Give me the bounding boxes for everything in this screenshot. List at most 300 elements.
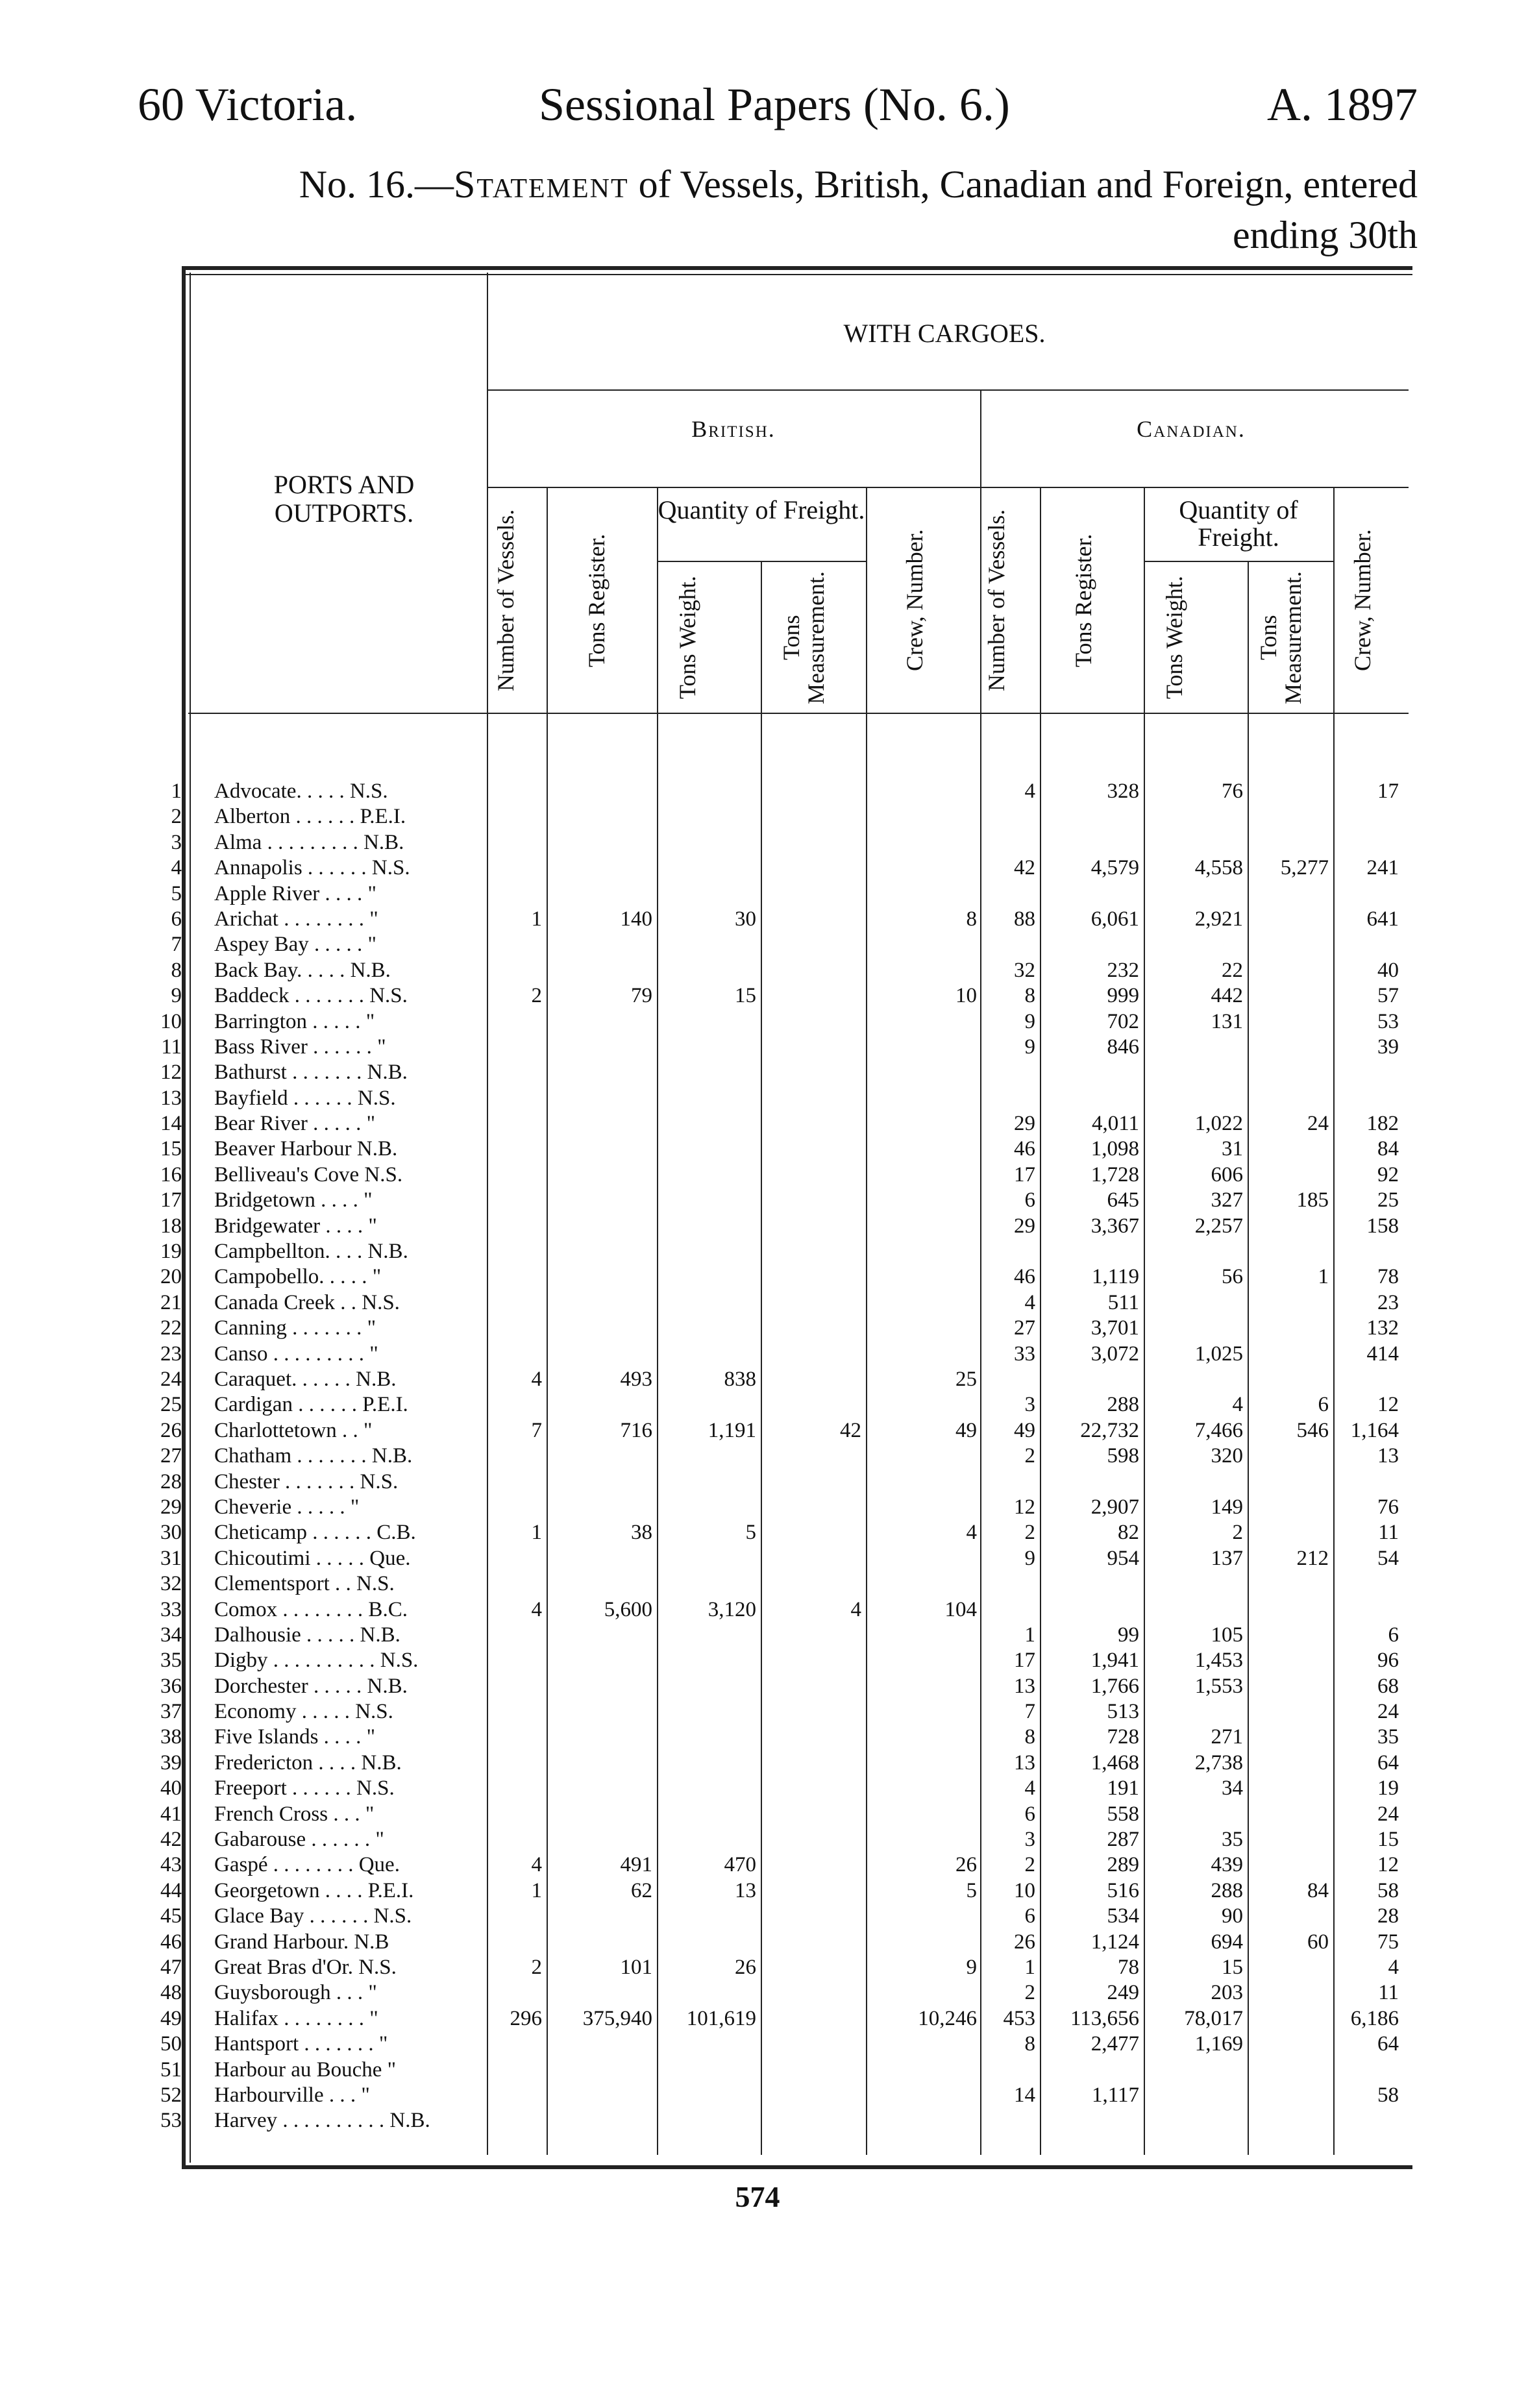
canadian-cell: 9 bbox=[1024, 1035, 1035, 1059]
row-number: 37 bbox=[160, 1700, 182, 1724]
canadian-cell: 6 bbox=[1024, 1802, 1035, 1826]
british-cell: 10,246 bbox=[918, 2006, 977, 2030]
row-number: 2 bbox=[171, 805, 182, 829]
canadian-cell: 182 bbox=[1366, 1112, 1399, 1136]
table-row bbox=[214, 1239, 1402, 1264]
canadian-cell: 78 bbox=[1118, 1955, 1139, 1979]
row-number: 10 bbox=[160, 1009, 182, 1033]
row-number: 43 bbox=[160, 1853, 182, 1877]
canadian-cell: 84 bbox=[1307, 1878, 1329, 1902]
table-row bbox=[214, 1751, 1402, 1776]
british-cell: 101 bbox=[620, 1955, 652, 1979]
canadian-cell: 99 bbox=[1118, 1623, 1139, 1647]
port-name: Bass River . . . . . . " bbox=[214, 1035, 386, 1059]
canadian-cell: 96 bbox=[1377, 1649, 1399, 1673]
british-cell: 296 bbox=[510, 2006, 542, 2030]
canadian-cell: 534 bbox=[1107, 1904, 1139, 1928]
british-cell: 26 bbox=[955, 1853, 977, 1877]
port-name: Gaspé . . . . . . . . Que. bbox=[214, 1853, 400, 1877]
port-name: Bathurst . . . . . . . N.B. bbox=[214, 1061, 408, 1085]
canadian-cell: 728 bbox=[1107, 1725, 1139, 1749]
c-crew-header: Crew, Number. bbox=[1349, 529, 1375, 672]
port-name: Campobello. . . . . " bbox=[214, 1265, 382, 1289]
canadian-cell: 287 bbox=[1107, 1828, 1139, 1852]
canadian-cell: 3,367 bbox=[1090, 1214, 1139, 1238]
row-number: 23 bbox=[160, 1342, 182, 1366]
port-name: Cheverie . . . . . " bbox=[214, 1495, 360, 1519]
canadian-cell: 46 bbox=[1014, 1137, 1035, 1161]
canadian-cell: 33 bbox=[1014, 1342, 1035, 1366]
canadian-cell: 12 bbox=[1377, 1853, 1399, 1877]
canadian-cell: 1,453 bbox=[1194, 1649, 1243, 1673]
table-row bbox=[214, 1009, 1402, 1035]
canadian-cell: 7 bbox=[1024, 1700, 1035, 1724]
canadian-cell: 42 bbox=[1014, 856, 1035, 880]
canadian-cell: 1,766 bbox=[1090, 1674, 1139, 1698]
table-row bbox=[214, 1699, 1402, 1725]
british-cell: 1 bbox=[531, 1878, 542, 1902]
table-row bbox=[214, 1520, 1402, 1545]
table-row bbox=[214, 1392, 1402, 1418]
canadian-header: Canadian. bbox=[1137, 416, 1246, 442]
rule-1 bbox=[487, 389, 1409, 391]
port-name: Gabarouse . . . . . . " bbox=[214, 1828, 384, 1852]
rule-4 bbox=[1144, 561, 1333, 562]
row-number: 9 bbox=[171, 984, 182, 1008]
port-name: Harbourville . . . " bbox=[214, 2083, 370, 2107]
table-row bbox=[214, 881, 1402, 907]
canadian-cell: 641 bbox=[1366, 907, 1399, 931]
row-number: 4 bbox=[171, 856, 182, 880]
canadian-cell: 1,117 bbox=[1091, 2083, 1139, 2107]
port-name: Campbellton. . . . N.B. bbox=[214, 1240, 408, 1264]
canadian-cell: 1,169 bbox=[1194, 2032, 1243, 2056]
port-name: Halifax . . . . . . . . " bbox=[214, 2006, 378, 2030]
row-number: 17 bbox=[160, 1188, 182, 1212]
canadian-cell: 29 bbox=[1014, 1112, 1035, 1136]
canadian-cell: 60 bbox=[1307, 1930, 1329, 1954]
canadian-cell: 58 bbox=[1377, 1878, 1399, 1902]
row-number: 48 bbox=[160, 1981, 182, 2005]
canadian-cell: 132 bbox=[1366, 1316, 1399, 1340]
table-row bbox=[214, 1623, 1402, 1648]
row-number: 22 bbox=[160, 1316, 182, 1340]
canadian-cell: 54 bbox=[1377, 1546, 1399, 1570]
c-tons-register-header: Tons Register. bbox=[1070, 534, 1096, 667]
port-name: Alberton . . . . . . P.E.I. bbox=[214, 805, 406, 829]
title-rest: of Vessels, British, Canadian and Foreign, entered bbox=[628, 163, 1418, 206]
row-number: 29 bbox=[160, 1495, 182, 1519]
canadian-cell: 1 bbox=[1318, 1265, 1329, 1289]
canadian-cell: 516 bbox=[1107, 1878, 1139, 1902]
canadian-cell: 17 bbox=[1014, 1162, 1035, 1186]
canadian-cell: 64 bbox=[1377, 2032, 1399, 2056]
row-number: 31 bbox=[160, 1546, 182, 1570]
rule-2 bbox=[487, 487, 1409, 488]
canadian-cell: 27 bbox=[1014, 1316, 1035, 1340]
row-number: 52 bbox=[160, 2083, 182, 2107]
row-number: 41 bbox=[160, 1802, 182, 1826]
canadian-cell: 289 bbox=[1107, 1853, 1139, 1877]
row-number: 12 bbox=[160, 1061, 182, 1085]
row-number: 45 bbox=[160, 1904, 182, 1928]
canadian-cell: 28 bbox=[1377, 1904, 1399, 1928]
table-row bbox=[214, 1418, 1402, 1444]
canadian-cell: 6 bbox=[1024, 1188, 1035, 1212]
british-cell: 4 bbox=[966, 1521, 977, 1545]
canadian-cell: 4 bbox=[1024, 1776, 1035, 1800]
header-left: 60 Victoria. bbox=[138, 79, 358, 130]
canadian-cell: 439 bbox=[1211, 1853, 1243, 1877]
b-vessels-header: Number of Vessels. bbox=[493, 509, 519, 692]
port-name: Apple River . . . . " bbox=[214, 881, 376, 905]
table-row bbox=[214, 1571, 1402, 1597]
row-number: 39 bbox=[160, 1751, 182, 1775]
british-cell: 1 bbox=[531, 1521, 542, 1545]
canadian-cell: 24 bbox=[1377, 1802, 1399, 1826]
table-row bbox=[214, 1290, 1402, 1316]
british-cell: 375,940 bbox=[582, 2006, 652, 2030]
canadian-cell: 68 bbox=[1377, 1674, 1399, 1698]
row-number: 34 bbox=[160, 1623, 182, 1647]
port-name: Caraquet. . . . . . N.B. bbox=[214, 1367, 397, 1391]
british-cell: 493 bbox=[620, 1367, 652, 1391]
canadian-cell: 1 bbox=[1024, 1955, 1035, 1979]
title-statement: Statement bbox=[454, 163, 629, 206]
with-cargoes-header: WITH CARGOES. bbox=[843, 319, 1046, 348]
row-number: 36 bbox=[160, 1674, 182, 1698]
row-number: 8 bbox=[171, 958, 182, 982]
row-number: 30 bbox=[160, 1521, 182, 1545]
canadian-cell: 5,277 bbox=[1280, 856, 1329, 880]
table-row bbox=[214, 907, 1402, 932]
rule-5 bbox=[188, 713, 1409, 714]
port-name: Glace Bay . . . . . . N.S. bbox=[214, 1904, 412, 1928]
port-name: Chicoutimi . . . . . Que. bbox=[214, 1546, 411, 1570]
table-row bbox=[214, 1802, 1402, 1827]
british-cell: 62 bbox=[631, 1878, 652, 1902]
row-number: 25 bbox=[160, 1393, 182, 1417]
british-cell: 26 bbox=[735, 1955, 756, 1979]
table-row bbox=[214, 1852, 1402, 1878]
canadian-cell: 1,098 bbox=[1090, 1137, 1139, 1161]
port-name: Harvey . . . . . . . . . . N.B. bbox=[214, 2109, 430, 2133]
british-cell: 13 bbox=[735, 1878, 756, 1902]
canadian-cell: 694 bbox=[1211, 1930, 1243, 1954]
canadian-cell: 3 bbox=[1024, 1393, 1035, 1417]
canadian-cell: 1,553 bbox=[1194, 1674, 1243, 1698]
port-name: Comox . . . . . . . . B.C. bbox=[214, 1597, 408, 1621]
row-number: 16 bbox=[160, 1162, 182, 1186]
row-number: 40 bbox=[160, 1776, 182, 1800]
canadian-cell: 1,941 bbox=[1090, 1649, 1139, 1673]
canadian-cell: 4 bbox=[1024, 1290, 1035, 1314]
c-tons-measure-header: Tons Measurement. bbox=[1255, 571, 1306, 704]
port-name: Bear River . . . . . " bbox=[214, 1112, 376, 1136]
british-cell: 4 bbox=[850, 1597, 861, 1621]
british-cell: 7 bbox=[531, 1418, 542, 1442]
table-row bbox=[214, 2032, 1402, 2057]
british-cell: 4 bbox=[531, 1367, 542, 1391]
row-number: 11 bbox=[161, 1035, 182, 1059]
canadian-cell: 40 bbox=[1377, 958, 1399, 982]
canadian-cell: 6 bbox=[1318, 1393, 1329, 1417]
row-number: 6 bbox=[171, 907, 182, 931]
british-cell: 4 bbox=[531, 1853, 542, 1877]
canadian-cell: 58 bbox=[1377, 2083, 1399, 2107]
port-name: Advocate. . . . . N.S. bbox=[214, 780, 388, 803]
table-row bbox=[214, 1264, 1402, 1290]
port-name: Chester . . . . . . . N.S. bbox=[214, 1469, 399, 1493]
b-crew-header: Crew, Number. bbox=[902, 529, 928, 672]
british-cell: 2 bbox=[531, 984, 542, 1008]
table-row bbox=[214, 2108, 1402, 2133]
port-name: Economy . . . . . N.S. bbox=[214, 1700, 393, 1724]
row-numbers bbox=[130, 779, 182, 2134]
port-name: Great Bras d'Or. N.S. bbox=[214, 1955, 397, 1979]
british-header: British. bbox=[691, 416, 776, 442]
row-number: 19 bbox=[160, 1240, 182, 1264]
canadian-cell: 846 bbox=[1107, 1035, 1139, 1059]
table-row bbox=[214, 1827, 1402, 1852]
port-name: Beaver Harbour N.B. bbox=[214, 1137, 398, 1161]
canadian-cell: 46 bbox=[1014, 1265, 1035, 1289]
header-right: A. 1897 bbox=[1267, 79, 1418, 130]
port-name: Clementsport . . N.S. bbox=[214, 1572, 395, 1596]
table-row bbox=[214, 1444, 1402, 1469]
canadian-cell: 17 bbox=[1014, 1649, 1035, 1673]
row-number: 18 bbox=[160, 1214, 182, 1238]
statement-title bbox=[234, 159, 1418, 260]
row-number: 38 bbox=[160, 1725, 182, 1749]
table-row bbox=[214, 1648, 1402, 1673]
british-cell: 38 bbox=[631, 1521, 652, 1545]
canadian-cell: 645 bbox=[1107, 1188, 1139, 1212]
canadian-cell: 2 bbox=[1024, 1444, 1035, 1468]
canadian-cell: 7,466 bbox=[1194, 1418, 1243, 1442]
british-cell: 79 bbox=[631, 984, 652, 1008]
british-cell: 9 bbox=[966, 1955, 977, 1979]
canadian-cell: 702 bbox=[1107, 1009, 1139, 1033]
canadian-cell: 598 bbox=[1107, 1444, 1139, 1468]
port-name: Bayfield . . . . . . N.S. bbox=[214, 1086, 396, 1110]
canadian-cell: 137 bbox=[1211, 1546, 1243, 1570]
canadian-cell: 327 bbox=[1211, 1188, 1243, 1212]
port-name: Belliveau's Cove N.S. bbox=[214, 1162, 403, 1186]
canadian-cell: 29 bbox=[1014, 1214, 1035, 1238]
table-row bbox=[214, 1725, 1402, 1750]
port-name: Canada Creek . . N.S. bbox=[214, 1290, 400, 1314]
canadian-cell: 82 bbox=[1118, 1521, 1139, 1545]
canadian-cell: 414 bbox=[1366, 1342, 1399, 1366]
port-name: Charlottetown . . " bbox=[214, 1418, 373, 1442]
port-name: Annapolis . . . . . . N.S. bbox=[214, 856, 410, 880]
canadian-cell: 6,186 bbox=[1350, 2006, 1399, 2030]
table-row bbox=[214, 932, 1402, 957]
canadian-cell: 84 bbox=[1377, 1137, 1399, 1161]
port-name: Fredericton . . . . N.B. bbox=[214, 1751, 402, 1775]
canadian-cell: 453 bbox=[1003, 2006, 1035, 2030]
port-name: Georgetown . . . . P.E.I. bbox=[214, 1878, 414, 1902]
canadian-cell: 2,257 bbox=[1194, 1214, 1243, 1238]
row-number: 50 bbox=[160, 2032, 182, 2056]
canadian-cell: 105 bbox=[1211, 1623, 1243, 1647]
canadian-cell: 546 bbox=[1296, 1418, 1329, 1442]
table-row bbox=[214, 958, 1402, 983]
table-row bbox=[214, 1162, 1402, 1188]
table-row bbox=[214, 1214, 1402, 1239]
table-row bbox=[214, 2083, 1402, 2108]
canadian-cell: 3,701 bbox=[1090, 1316, 1139, 1340]
table-row bbox=[214, 1316, 1402, 1341]
canadian-cell: 2,738 bbox=[1194, 1751, 1243, 1775]
canadian-cell: 90 bbox=[1222, 1904, 1243, 1928]
port-name: Canning . . . . . . . " bbox=[214, 1316, 376, 1340]
table-row bbox=[214, 2006, 1402, 2032]
canadian-cell: 49 bbox=[1014, 1418, 1035, 1442]
table-row bbox=[214, 1035, 1402, 1060]
canadian-cell: 8 bbox=[1024, 2032, 1035, 2056]
row-number: 32 bbox=[160, 1572, 182, 1596]
table-row bbox=[214, 1367, 1402, 1392]
canadian-cell: 75 bbox=[1377, 1930, 1399, 1954]
british-cell: 716 bbox=[620, 1418, 652, 1442]
canadian-cell: 185 bbox=[1296, 1188, 1329, 1212]
row-number: 46 bbox=[160, 1930, 182, 1954]
row-number: 24 bbox=[160, 1367, 182, 1391]
table-body bbox=[214, 779, 1402, 2134]
canadian-cell: 1,728 bbox=[1090, 1162, 1139, 1186]
canadian-cell: 88 bbox=[1014, 907, 1035, 931]
canadian-cell: 76 bbox=[1222, 780, 1243, 803]
british-cell: 104 bbox=[944, 1597, 977, 1621]
port-name: Bridgetown . . . . " bbox=[214, 1188, 373, 1212]
canadian-cell: 232 bbox=[1107, 958, 1139, 982]
canadian-cell: 511 bbox=[1107, 1290, 1139, 1314]
table-row bbox=[214, 779, 1402, 804]
table-row bbox=[214, 1955, 1402, 1980]
canadian-cell: 6 bbox=[1024, 1904, 1035, 1928]
row-number: 26 bbox=[160, 1418, 182, 1442]
title-line2: ending 30th bbox=[1233, 214, 1418, 256]
port-name: Freeport . . . . . . N.S. bbox=[214, 1776, 395, 1800]
row-number: 33 bbox=[160, 1597, 182, 1621]
canadian-cell: 15 bbox=[1222, 1955, 1243, 1979]
row-number: 14 bbox=[160, 1112, 182, 1136]
canadian-cell: 606 bbox=[1211, 1162, 1243, 1186]
british-cell: 25 bbox=[955, 1367, 977, 1391]
canadian-cell: 26 bbox=[1014, 1930, 1035, 1954]
british-cell: 3,120 bbox=[708, 1597, 756, 1621]
canadian-cell: 57 bbox=[1377, 984, 1399, 1008]
canadian-cell: 8 bbox=[1024, 984, 1035, 1008]
table-row bbox=[214, 1597, 1402, 1623]
british-cell: 140 bbox=[620, 907, 652, 931]
canadian-cell: 9 bbox=[1024, 1009, 1035, 1033]
port-name: Harbour au Bouche " bbox=[214, 2058, 397, 2082]
canadian-cell: 212 bbox=[1296, 1546, 1329, 1570]
canadian-cell: 8 bbox=[1024, 1725, 1035, 1749]
table-row bbox=[214, 2058, 1402, 2083]
canadian-cell: 17 bbox=[1377, 780, 1399, 803]
canadian-cell: 11 bbox=[1378, 1981, 1399, 2005]
canadian-cell: 288 bbox=[1211, 1878, 1243, 1902]
row-number: 5 bbox=[171, 881, 182, 905]
canadian-cell: 10 bbox=[1014, 1878, 1035, 1902]
canadian-cell: 53 bbox=[1377, 1009, 1399, 1033]
canadian-cell: 191 bbox=[1107, 1776, 1139, 1800]
canadian-cell: 6 bbox=[1388, 1623, 1399, 1647]
british-cell: 1,191 bbox=[708, 1418, 756, 1442]
canadian-cell: 2,907 bbox=[1090, 1495, 1139, 1519]
canadian-cell: 11 bbox=[1378, 1521, 1399, 1545]
canadian-cell: 78,017 bbox=[1184, 2006, 1243, 2030]
port-name: Barrington . . . . . " bbox=[214, 1009, 375, 1033]
canadian-cell: 92 bbox=[1377, 1162, 1399, 1186]
canadian-cell: 2 bbox=[1024, 1981, 1035, 2005]
canadian-cell: 3 bbox=[1024, 1828, 1035, 1852]
page-number: 574 bbox=[735, 2180, 780, 2213]
row-number: 44 bbox=[160, 1878, 182, 1902]
table-row bbox=[214, 1980, 1402, 2006]
canadian-cell: 12 bbox=[1377, 1393, 1399, 1417]
canadian-cell: 78 bbox=[1377, 1265, 1399, 1289]
port-name: Bridgewater . . . . " bbox=[214, 1214, 377, 1238]
canadian-cell: 24 bbox=[1377, 1700, 1399, 1724]
port-name: French Cross . . . " bbox=[214, 1802, 375, 1826]
canadian-cell: 64 bbox=[1377, 1751, 1399, 1775]
canadian-cell: 14 bbox=[1014, 2083, 1035, 2107]
port-name: Hantsport . . . . . . . " bbox=[214, 2032, 388, 2056]
table-row bbox=[214, 1546, 1402, 1571]
row-number: 53 bbox=[160, 2109, 182, 2133]
table-row bbox=[214, 1136, 1402, 1162]
port-name: Dorchester . . . . . N.B. bbox=[214, 1674, 408, 1698]
canadian-cell: 113,656 bbox=[1070, 2006, 1139, 2030]
row-number: 7 bbox=[171, 933, 182, 957]
canadian-cell: 442 bbox=[1211, 984, 1243, 1008]
table-row bbox=[214, 1878, 1402, 1904]
port-name: Cheticamp . . . . . . C.B. bbox=[214, 1521, 416, 1545]
table-row bbox=[214, 855, 1402, 881]
canadian-cell: 22,732 bbox=[1080, 1418, 1139, 1442]
canadian-cell: 19 bbox=[1377, 1776, 1399, 1800]
port-name: Chatham . . . . . . . N.B. bbox=[214, 1444, 413, 1468]
canadian-cell: 24 bbox=[1307, 1112, 1329, 1136]
canadian-cell: 131 bbox=[1211, 1009, 1243, 1033]
canadian-cell: 32 bbox=[1014, 958, 1035, 982]
row-number: 20 bbox=[160, 1265, 182, 1289]
british-cell: 1 bbox=[531, 907, 542, 931]
table-row bbox=[214, 830, 1402, 855]
canadian-cell: 1 bbox=[1024, 1623, 1035, 1647]
british-cell: 49 bbox=[955, 1418, 977, 1442]
row-number: 42 bbox=[160, 1828, 182, 1852]
table-row bbox=[214, 1111, 1402, 1136]
canadian-cell: 954 bbox=[1107, 1546, 1139, 1570]
canadian-cell: 12 bbox=[1014, 1495, 1035, 1519]
canadian-cell: 13 bbox=[1014, 1751, 1035, 1775]
canadian-cell: 2 bbox=[1024, 1521, 1035, 1545]
header-center: Sessional Papers (No. 6.) bbox=[539, 79, 1010, 130]
row-number: 27 bbox=[160, 1444, 182, 1468]
row-number: 35 bbox=[160, 1649, 182, 1673]
canadian-cell: 1,124 bbox=[1090, 1930, 1139, 1954]
row-number: 3 bbox=[171, 830, 182, 854]
row-number: 13 bbox=[160, 1086, 182, 1110]
british-cell: 8 bbox=[966, 907, 977, 931]
canadian-cell: 31 bbox=[1222, 1137, 1243, 1161]
